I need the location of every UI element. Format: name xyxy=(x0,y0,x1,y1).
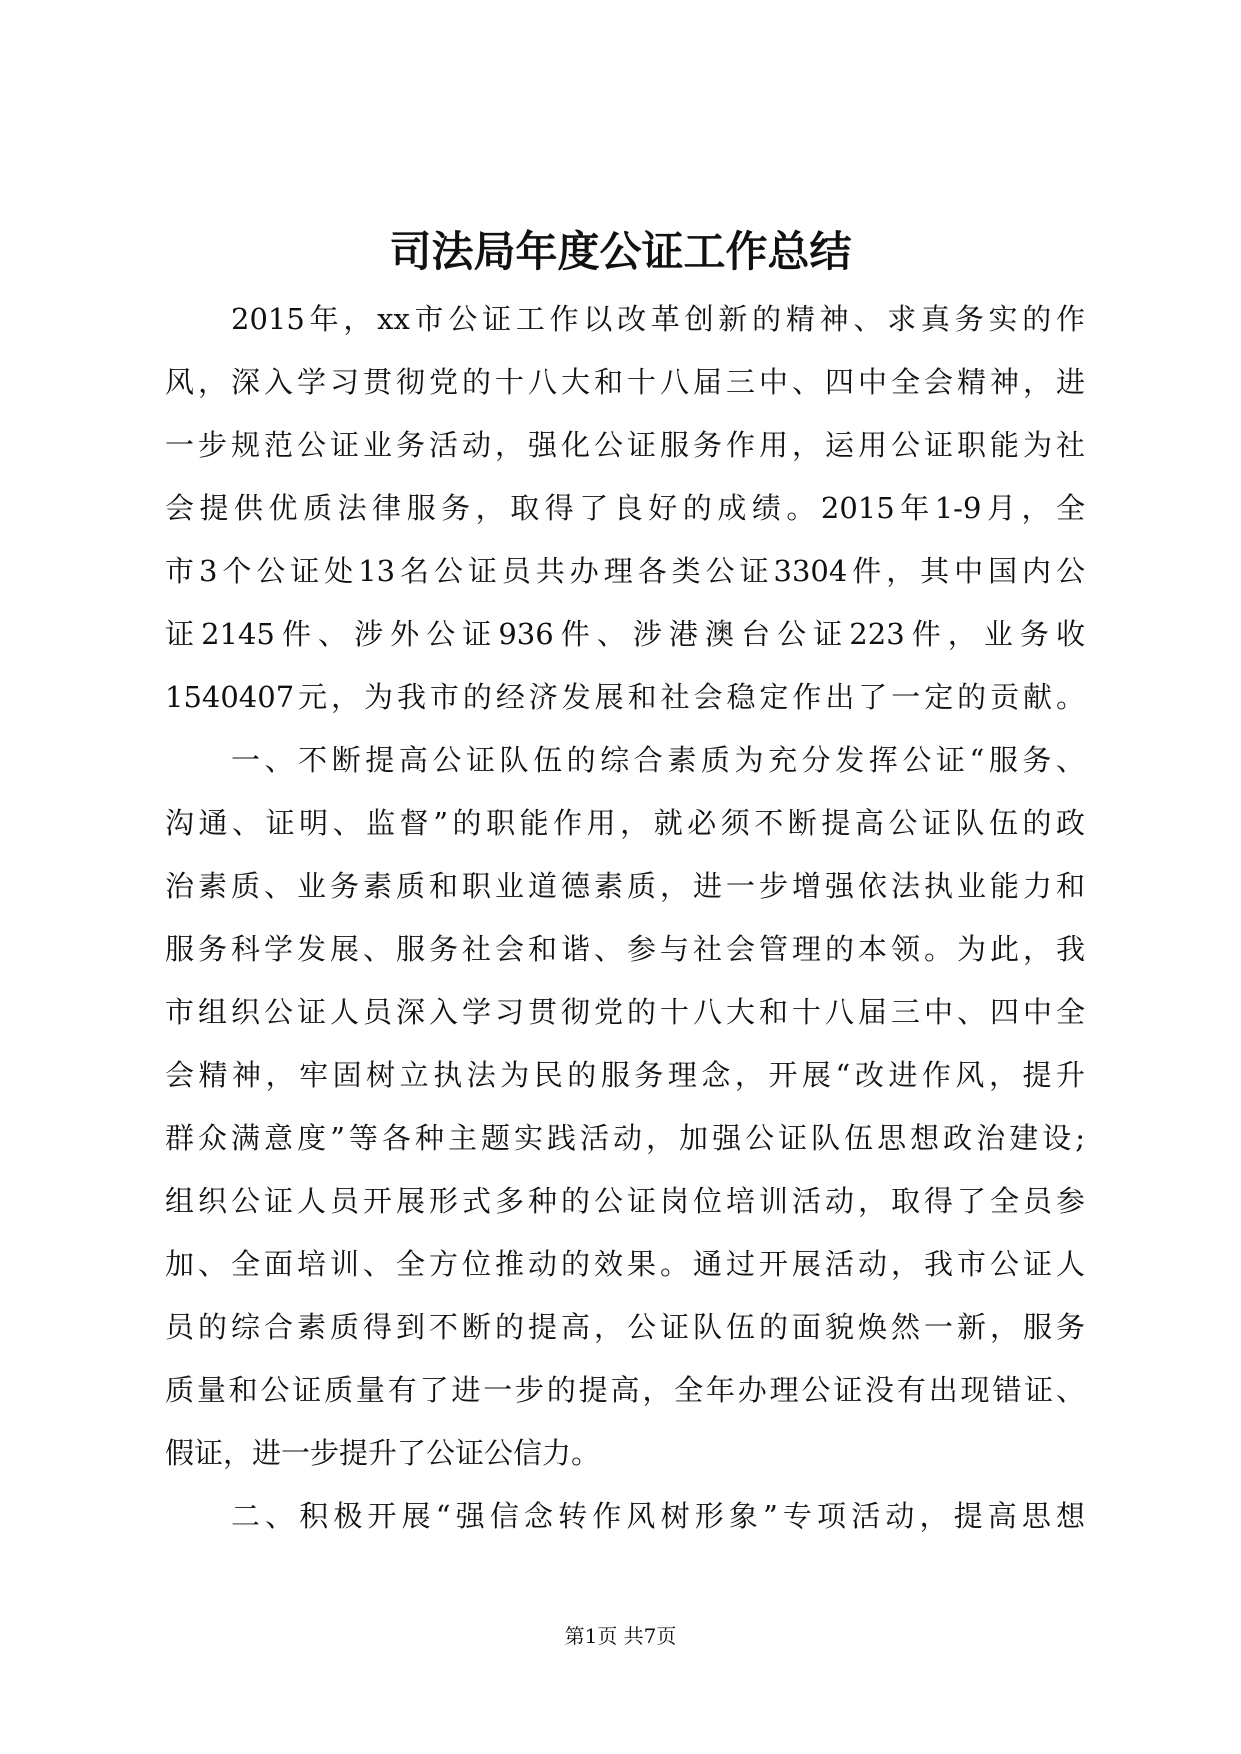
text-line: 沟通、证明、监督”的职能作用，就必须不断提高公证队伍的政 xyxy=(165,806,1085,840)
text-line: 会精神，牢固树立执法为民的服务理念，开展“改进作风，提升 xyxy=(165,1058,1085,1092)
text-line: 1540407元，为我市的经济发展和社会稳定作出了一定的贡献。 xyxy=(165,680,1085,714)
text-line: 假证，进一步提升了公证公信力。 xyxy=(165,1436,601,1470)
text-line: 质量和公证质量有了进一步的提高，全年办理公证没有出现错证、 xyxy=(165,1373,1085,1407)
text-line: 证2145件、涉外公证936件、涉港澳台公证223件，业务收 xyxy=(165,617,1085,651)
text-line: 群众满意度”等各种主题实践活动，加强公证队伍思想政治建设; xyxy=(165,1121,1085,1155)
text-line: 二、积极开展“强信念转作风树形象”专项活动，提高思想 xyxy=(231,1499,1085,1533)
text-line: 加、全面培训、全方位推动的效果。通过开展活动，我市公证人 xyxy=(165,1247,1085,1281)
page-footer: 第1页 共7页 xyxy=(564,1624,677,1648)
text-line: 员的综合素质得到不断的提高，公证队伍的面貌焕然一新，服务 xyxy=(165,1310,1085,1344)
text-line: 风，深入学习贯彻党的十八大和十八届三中、四中全会精神，进 xyxy=(165,365,1085,399)
text-line: 治素质、业务素质和职业道德素质，进一步增强依法执业能力和 xyxy=(165,869,1085,903)
text-line: 组织公证人员开展形式多种的公证岗位培训活动，取得了全员参 xyxy=(165,1184,1085,1218)
text-line: 市3个公证处13名公证员共办理各类公证3304件，其中国内公 xyxy=(165,554,1085,588)
document-title: 司法局年度公证工作总结 xyxy=(389,227,852,276)
text-line: 一步规范公证业务活动，强化公证服务作用，运用公证职能为社 xyxy=(165,428,1085,462)
text-line: 一、不断提高公证队伍的综合素质为充分发挥公证“服务、 xyxy=(231,743,1085,777)
text-line: 会提供优质法律服务，取得了良好的成绩。2015年1-9月，全 xyxy=(165,491,1085,525)
text-line: 2015年，xx市公证工作以改革创新的精神、求真务实的作 xyxy=(231,302,1085,336)
text-line: 市组织公证人员深入学习贯彻党的十八大和十八届三中、四中全 xyxy=(165,995,1085,1029)
document-body xyxy=(165,288,1085,1548)
text-line: 服务科学发展、服务社会和谐、参与社会管理的本领。为此，我 xyxy=(165,932,1085,966)
